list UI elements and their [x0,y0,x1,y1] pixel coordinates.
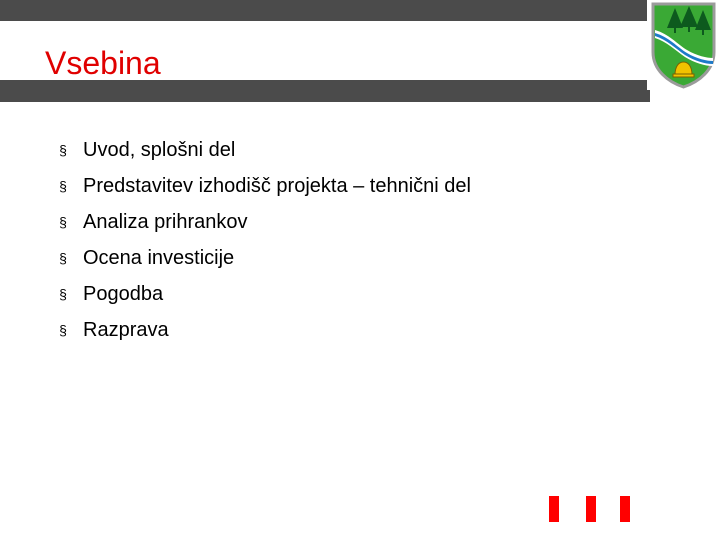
municipal-coat-of-arms-icon [647,0,720,90]
top-bar [0,0,720,21]
bullet-icon: § [59,214,67,230]
bullet-icon: § [59,178,67,194]
bullet-icon: § [59,250,67,266]
bullet-icon: § [59,322,67,338]
list-item-label: Pogodba [83,283,164,305]
list-item-label: Razprava [83,319,169,341]
red-mark [586,496,596,522]
list-item-label: Uvod, splošni del [83,139,236,161]
list-item-label: Ocena investicije [83,247,235,269]
title-bar [0,80,650,102]
bullet-icon: § [59,142,67,158]
list-item-label: Predstavitev izhodišč projekta – tehnični del [83,175,471,197]
slide-title: Vsebina [45,45,161,81]
red-mark [620,496,630,522]
decorative-marks [549,496,633,522]
list-item-label: Analiza prihrankov [83,211,248,233]
bullet-icon: § [59,286,67,302]
logo [647,0,720,90]
red-mark [549,496,559,522]
